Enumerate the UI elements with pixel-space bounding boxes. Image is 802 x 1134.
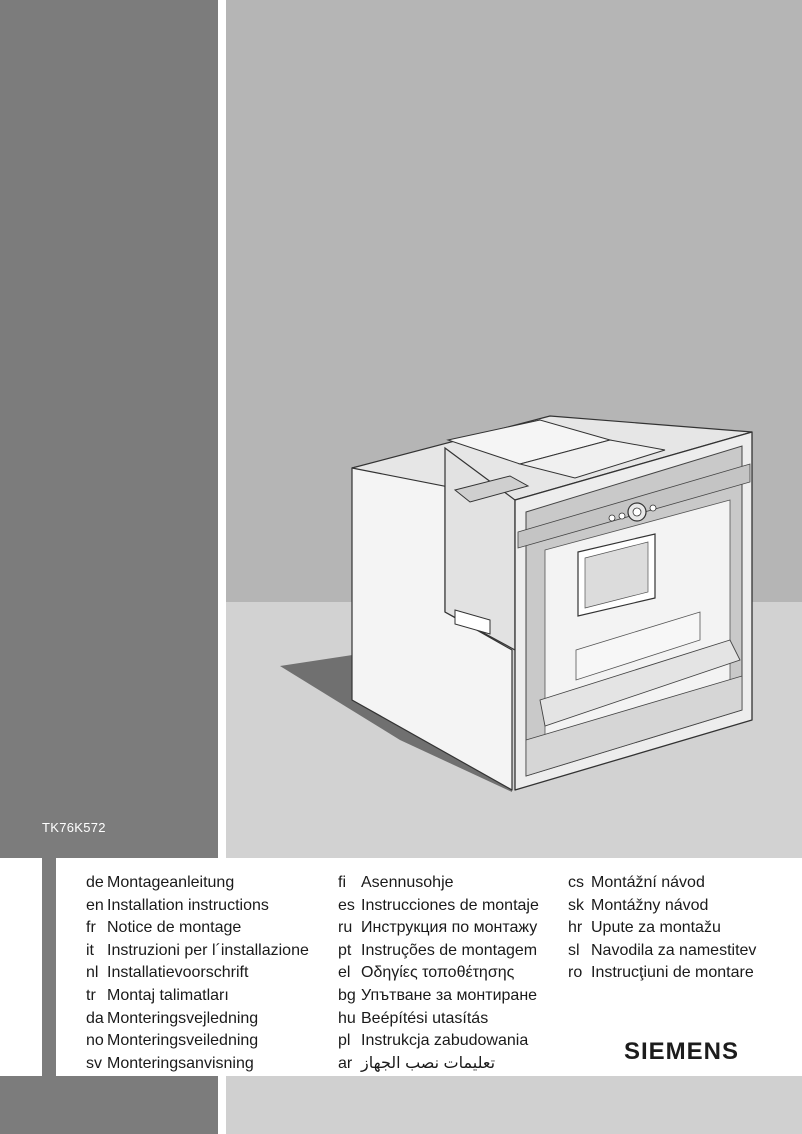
language-item: da Monteringsvejledning bbox=[86, 1009, 259, 1027]
language-column-3 bbox=[568, 872, 756, 985]
vertical-divider bbox=[218, 0, 226, 858]
appliance-illustration-area bbox=[226, 0, 802, 858]
language-item: el Οδηγίες τοποθέτησης bbox=[338, 964, 515, 982]
language-column-2 bbox=[338, 872, 539, 1075]
left-gray-band-bottom bbox=[0, 1076, 218, 1134]
right-gray-band-bottom bbox=[226, 1076, 802, 1134]
language-item: es Instrucciones de montaje bbox=[338, 896, 539, 914]
language-item: hr Upute za montažu bbox=[568, 919, 721, 937]
language-item: ru Инструкция по монтажу bbox=[338, 919, 538, 937]
language-item: en Installation instructions bbox=[86, 896, 269, 914]
language-item: pt Instruções de montagem bbox=[338, 941, 538, 959]
brand-logo: SIEMENS bbox=[624, 1038, 740, 1065]
language-item: sv Monteringsanvisning bbox=[86, 1054, 254, 1072]
language-item: it Instruzioni per l´installazione bbox=[86, 941, 309, 959]
language-item: no Monteringsveiledning bbox=[86, 1032, 259, 1050]
language-item: pl Instrukcja zabudowania bbox=[338, 1032, 529, 1050]
language-item: fi Asennusohje bbox=[338, 874, 454, 891]
language-item: sl Navodila za namestitev bbox=[568, 941, 757, 959]
language-item: de Montageanleitung bbox=[86, 874, 235, 891]
coffee-machine-illustration bbox=[226, 0, 802, 858]
language-item: cs Montážní návod bbox=[568, 874, 705, 891]
model-number: TK76K572 bbox=[42, 820, 106, 835]
language-column-1 bbox=[86, 872, 309, 1075]
language-item: nl Installatievoorschrift bbox=[86, 964, 249, 982]
language-item: ro Instrucţiuni de montare bbox=[568, 964, 754, 982]
language-item: tr Montaj talimatları bbox=[86, 986, 229, 1004]
language-item: sk Montážny návod bbox=[568, 896, 709, 914]
language-item: bg Упътване за монтиране bbox=[338, 986, 538, 1004]
language-item: fr Notice de montage bbox=[86, 919, 242, 937]
language-item: hu Beépítési utasítás bbox=[338, 1009, 489, 1027]
left-gray-band bbox=[0, 0, 218, 858]
language-item: ar تعليمات نصب الجهاز bbox=[338, 1054, 496, 1072]
accent-bar bbox=[42, 858, 56, 1088]
